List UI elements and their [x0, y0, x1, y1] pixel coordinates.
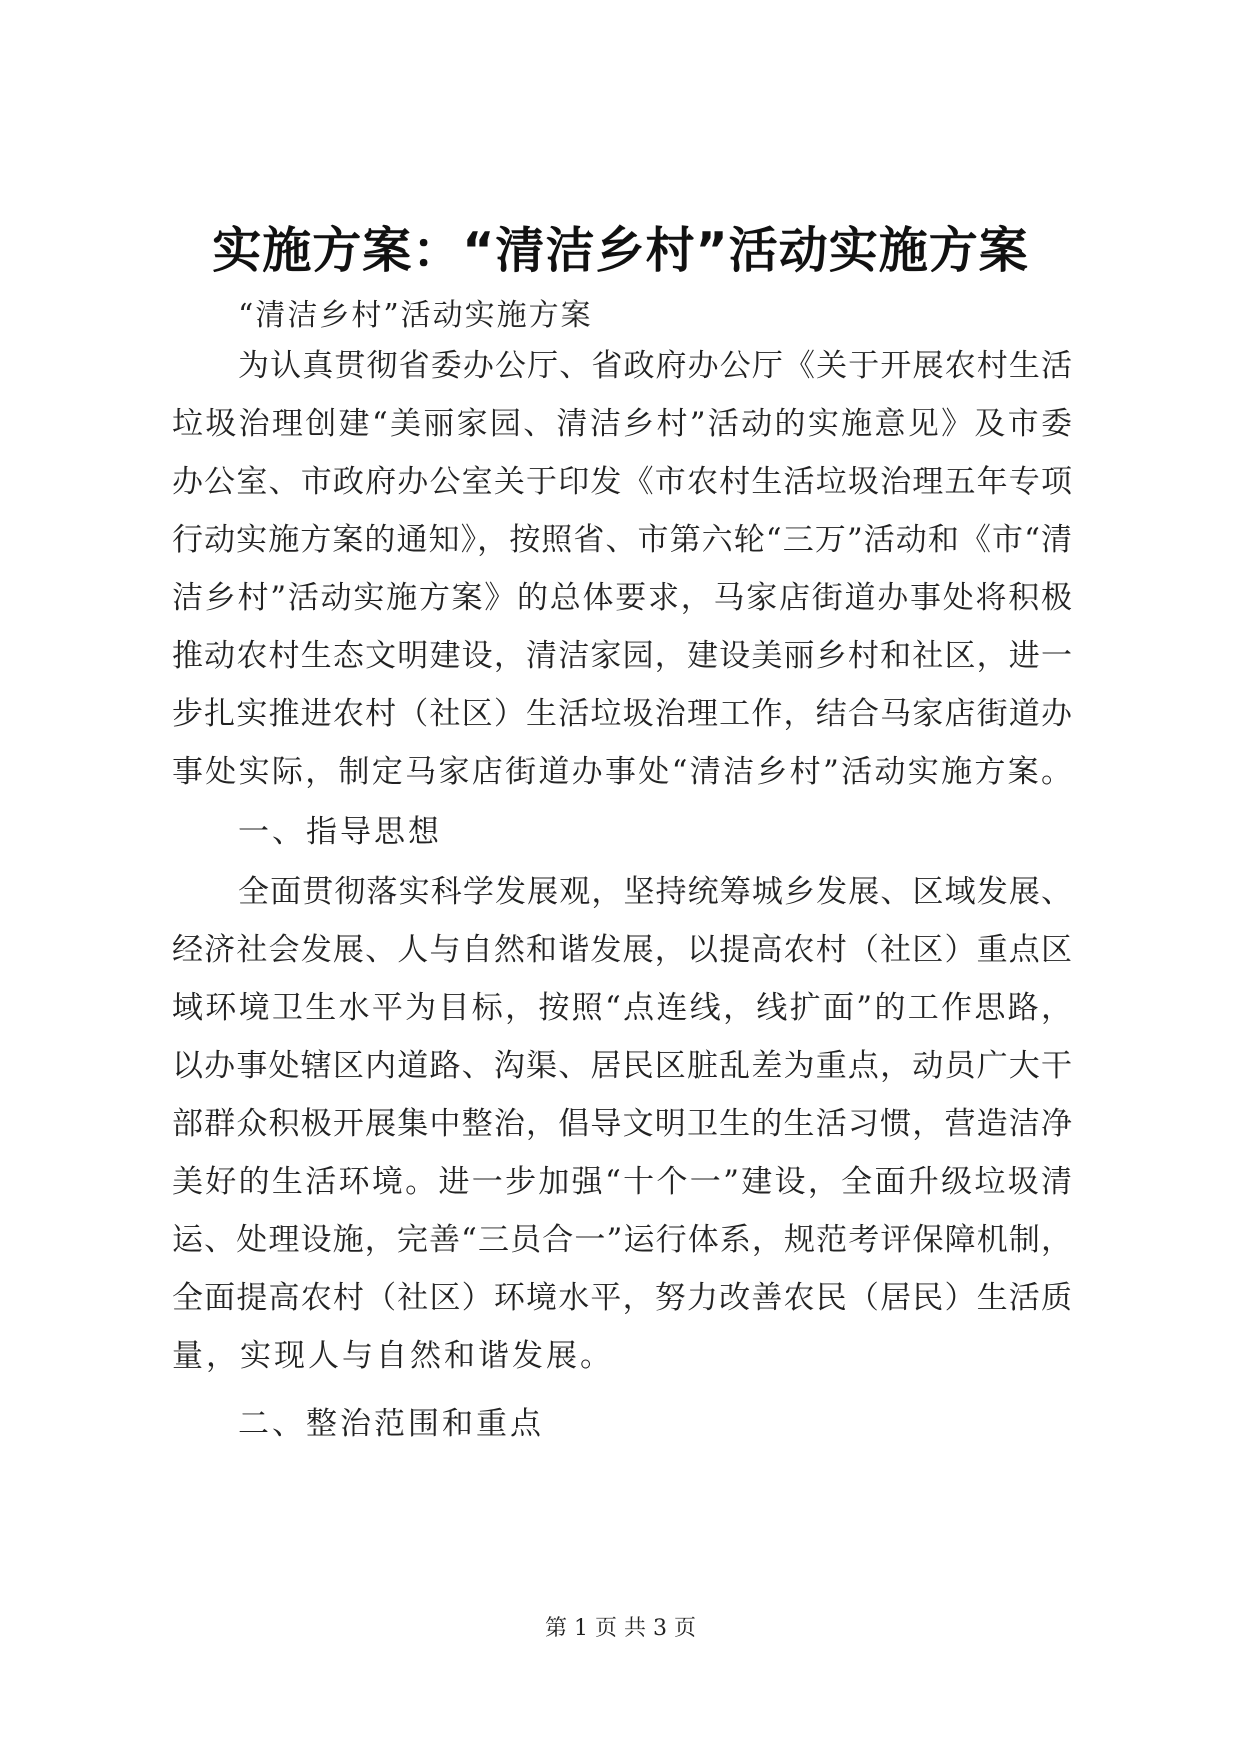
page-footer: 第 1 页 共 3 页 — [545, 1616, 696, 1641]
section-heading-1: 一、指导思想 — [238, 814, 442, 850]
section1-line: 部群众积极开展集中整治，倡导文明卫生的生活习惯，营造洁净 — [172, 1106, 1072, 1142]
section1-line: 全面提高农村（社区）环境水平，努力改善农民（居民）生活质 — [172, 1280, 1072, 1316]
intro-line: 办公室、市政府办公室关于印发《市农村生活垃圾治理五年专项 — [172, 464, 1072, 500]
section1-line: 美好的生活环境。进一步加强“十个一”建设，全面升级垃圾清 — [172, 1164, 1072, 1200]
intro-line: 为认真贯彻省委办公厅、省政府办公厅《关于开展农村生活 — [238, 348, 1072, 384]
document-subtitle: “清洁乡村”活动实施方案 — [238, 298, 593, 333]
section1-line: 以办事处辖区内道路、沟渠、居民区脏乱差为重点，动员广大干 — [172, 1048, 1072, 1084]
intro-line: 行动实施方案的通知》，按照省、市第六轮“三万”活动和《市“清 — [172, 522, 1072, 558]
section1-line: 域环境卫生水平为目标，按照“点连线，线扩面”的工作思路， — [172, 990, 1072, 1026]
intro-line: 洁乡村”活动实施方案》的总体要求，马家店街道办事处将积极 — [172, 580, 1072, 616]
document-title: 实施方案：“清洁乡村”活动实施方案 — [212, 222, 1029, 279]
section1-line: 全面贯彻落实科学发展观，坚持统筹城乡发展、区域发展、 — [238, 874, 1072, 910]
section-heading-2: 二、整治范围和重点 — [238, 1406, 544, 1442]
section1-line: 量，实现人与自然和谐发展。 — [172, 1338, 614, 1374]
intro-line: 事处实际，制定马家店街道办事处“清洁乡村”活动实施方案。 — [172, 754, 1072, 790]
intro-line: 垃圾治理创建“美丽家园、清洁乡村”活动的实施意见》及市委 — [172, 406, 1072, 442]
section1-line: 运、处理设施，完善“三员合一”运行体系，规范考评保障机制， — [172, 1222, 1072, 1258]
intro-line: 步扎实推进农村（社区）生活垃圾治理工作，结合马家店街道办 — [172, 696, 1072, 732]
section1-line: 经济社会发展、人与自然和谐发展，以提高农村（社区）重点区 — [172, 932, 1072, 968]
intro-line: 推动农村生态文明建设，清洁家园，建设美丽乡村和社区，进一 — [172, 638, 1072, 674]
